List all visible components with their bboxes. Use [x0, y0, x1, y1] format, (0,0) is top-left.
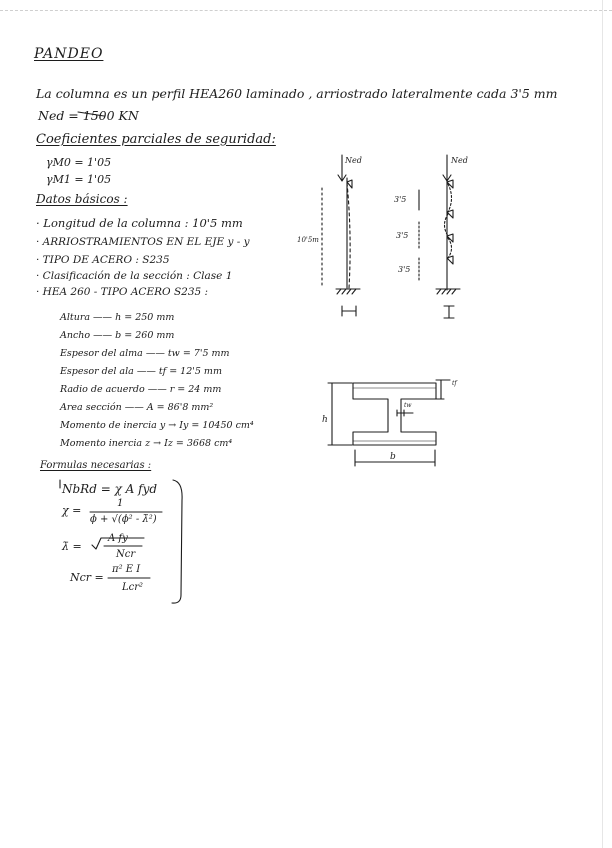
- basic-data-item: · Clasificación de la sección : Clase 1: [36, 270, 233, 282]
- formula-ncr-den: Lcr²: [122, 582, 144, 593]
- column-diagram-1: [322, 155, 360, 316]
- section-h-label: h: [322, 415, 328, 425]
- section-tf-label: tf: [452, 380, 457, 387]
- formula-lambda-den: Ncr: [116, 549, 136, 560]
- basic-data-item: · TIPO DE ACERO : S235: [36, 254, 170, 266]
- intro-line-2: Ned = 1500 KN: [38, 108, 139, 123]
- diagram-ned-label: Ned: [451, 156, 468, 165]
- diagram-ned-label: Ned: [345, 156, 362, 165]
- formula-nbrd: NbRd = χ A fyd: [62, 482, 158, 496]
- page-title: PANDEO: [34, 46, 104, 62]
- intro-line-1: La columna es un perfil HEA260 laminado , arriostrado lateralmente cada 3'5 mm: [36, 86, 558, 101]
- property-line: Espesor del alma —— tw = 7'5 mm: [60, 348, 230, 359]
- basic-data-item: · ARRIOSTRAMIENTOS EN EL EJE y - y: [36, 236, 250, 248]
- hea-cross-section: [328, 380, 450, 466]
- diagram-dim-label: 3'5: [394, 195, 407, 204]
- section-i-mark: [444, 306, 454, 318]
- section-h-mark: [342, 306, 356, 316]
- formula-ncr-lhs: Ncr =: [70, 571, 104, 584]
- formula-lambda-num: A fy: [108, 533, 128, 544]
- formula-brace: [172, 480, 182, 603]
- property-line: Altura —— h = 250 mm: [60, 312, 175, 323]
- safety-item: γM0 = 1'05: [46, 156, 112, 169]
- property-line: Ancho —— b = 260 mm: [60, 330, 175, 341]
- section-tw-label: tw: [404, 402, 412, 409]
- safety-item: γM1 = 1'05: [46, 173, 112, 186]
- property-line: Area sección —— A = 86'8 mm²: [60, 402, 214, 413]
- property-line: Espesor del ala —— tf = 12'5 mm: [60, 366, 222, 377]
- basic-data-item: · Longitud de la columna : 10'5 mm: [36, 216, 243, 230]
- column-diagram-2: [419, 155, 460, 318]
- formula-ncr-num: π² E I: [112, 564, 141, 575]
- formula-lambda-lhs: λ̄ =: [62, 540, 82, 553]
- diagram-dim-label: 3'5: [398, 265, 411, 274]
- basic-data-heading: Datos básicos :: [36, 192, 128, 206]
- safety-heading: Coeficientes parciales de seguridad:: [36, 132, 276, 147]
- formula-chi-den: ϕ + √(ϕ² - λ̄²): [90, 514, 157, 525]
- property-line: Momento inercia z → Iz = 3668 cm⁴: [60, 438, 233, 449]
- diagram-dim-label: 3'5: [396, 231, 409, 240]
- formula-chi-num: 1: [117, 498, 124, 509]
- property-line: Radio de acuerdo —— r = 24 mm: [60, 384, 222, 395]
- property-line: Momento de inercia y → Iy = 10450 cm⁴: [60, 420, 254, 431]
- formulas-heading: Formulas necesarias :: [40, 460, 152, 471]
- diagram-length-label: 10'5m: [297, 236, 319, 244]
- formula-chi-lhs: χ =: [62, 504, 82, 517]
- section-b-label: b: [390, 452, 396, 462]
- basic-data-item: · HEA 260 - TIPO ACERO S235 :: [36, 286, 209, 298]
